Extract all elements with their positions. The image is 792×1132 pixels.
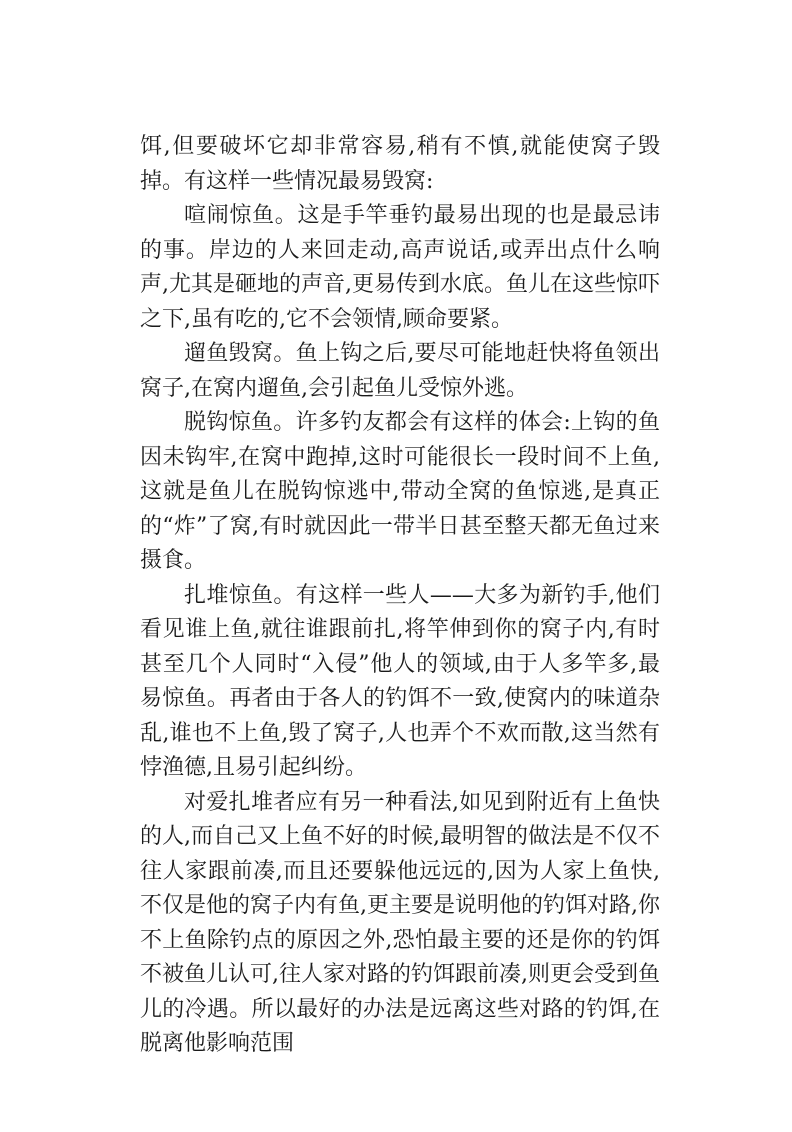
body-text (140, 130, 660, 1062)
paragraph-crowding-advice: 对爱扎堆者应有另一种看法,如见到附近有上鱼快的人,而自己又上鱼不好的时候,最明智的做法是不仅不往人家跟前凑,而且还要躲他远远的,因为人家上鱼快,不仅是他的窝子内有鱼,更主要是说明他的钓饵对路,你不上鱼除钓点的原因之外,恐怕最主要的还是你的钓饵不被鱼儿认可,往人家对路的钓饵跟前凑,则更会受到鱼儿的冷遇。所以最好的办法是远离这些对路的钓饵,在脱离他影响范围 (140, 789, 660, 1056)
paragraph-unhook-scare: 脱钩惊鱼。许多钓友都会有这样的体会:上钩的鱼因未钩牢,在窝中跑掉,这时可能很长一段时间不上鱼,这就是鱼儿在脱钩惊逃中,带动全窝的鱼惊逃,是真正的“炸”了窝,有时就因此一带半日甚至整天都无鱼过来摄食。 (140, 410, 660, 573)
paragraph-fish-walking: 遛鱼毁窝。鱼上钩之后,要尽可能地赶快将鱼领出窝子,在窝内遛鱼,会引起鱼儿受惊外逃。 (140, 341, 660, 401)
paragraph-noise-scare: 喧闹惊鱼。这是手竿垂钓最易出现的也是最忌讳的事。岸边的人来回走动,高声说话,或弄出点什么响声,尤其是砸地的声音,更易传到水底。鱼儿在这些惊吓之下,虽有吃的,它不会领情,顾命要紧。 (140, 203, 660, 332)
paragraph-continued: 饵,但要破坏它却非常容易,稍有不慎,就能使窝子毁掉。有这样一些情况最易毁窝: (140, 134, 660, 194)
paragraph-crowding-scare: 扎堆惊鱼。有这样一些人——大多为新钓手,他们看见谁上鱼,就往谁跟前扎,将竿伸到你的窝子内,有时甚至几个人同时“入侵”他人的领域,由于人多竿多,最易惊鱼。再者由于各人的钓饵不一致,使窝内的味道杂乱,谁也不上鱼,毁了窝子,人也弄个不欢而散,这当然有悖渔德,且易引起纠纷。 (140, 582, 660, 780)
